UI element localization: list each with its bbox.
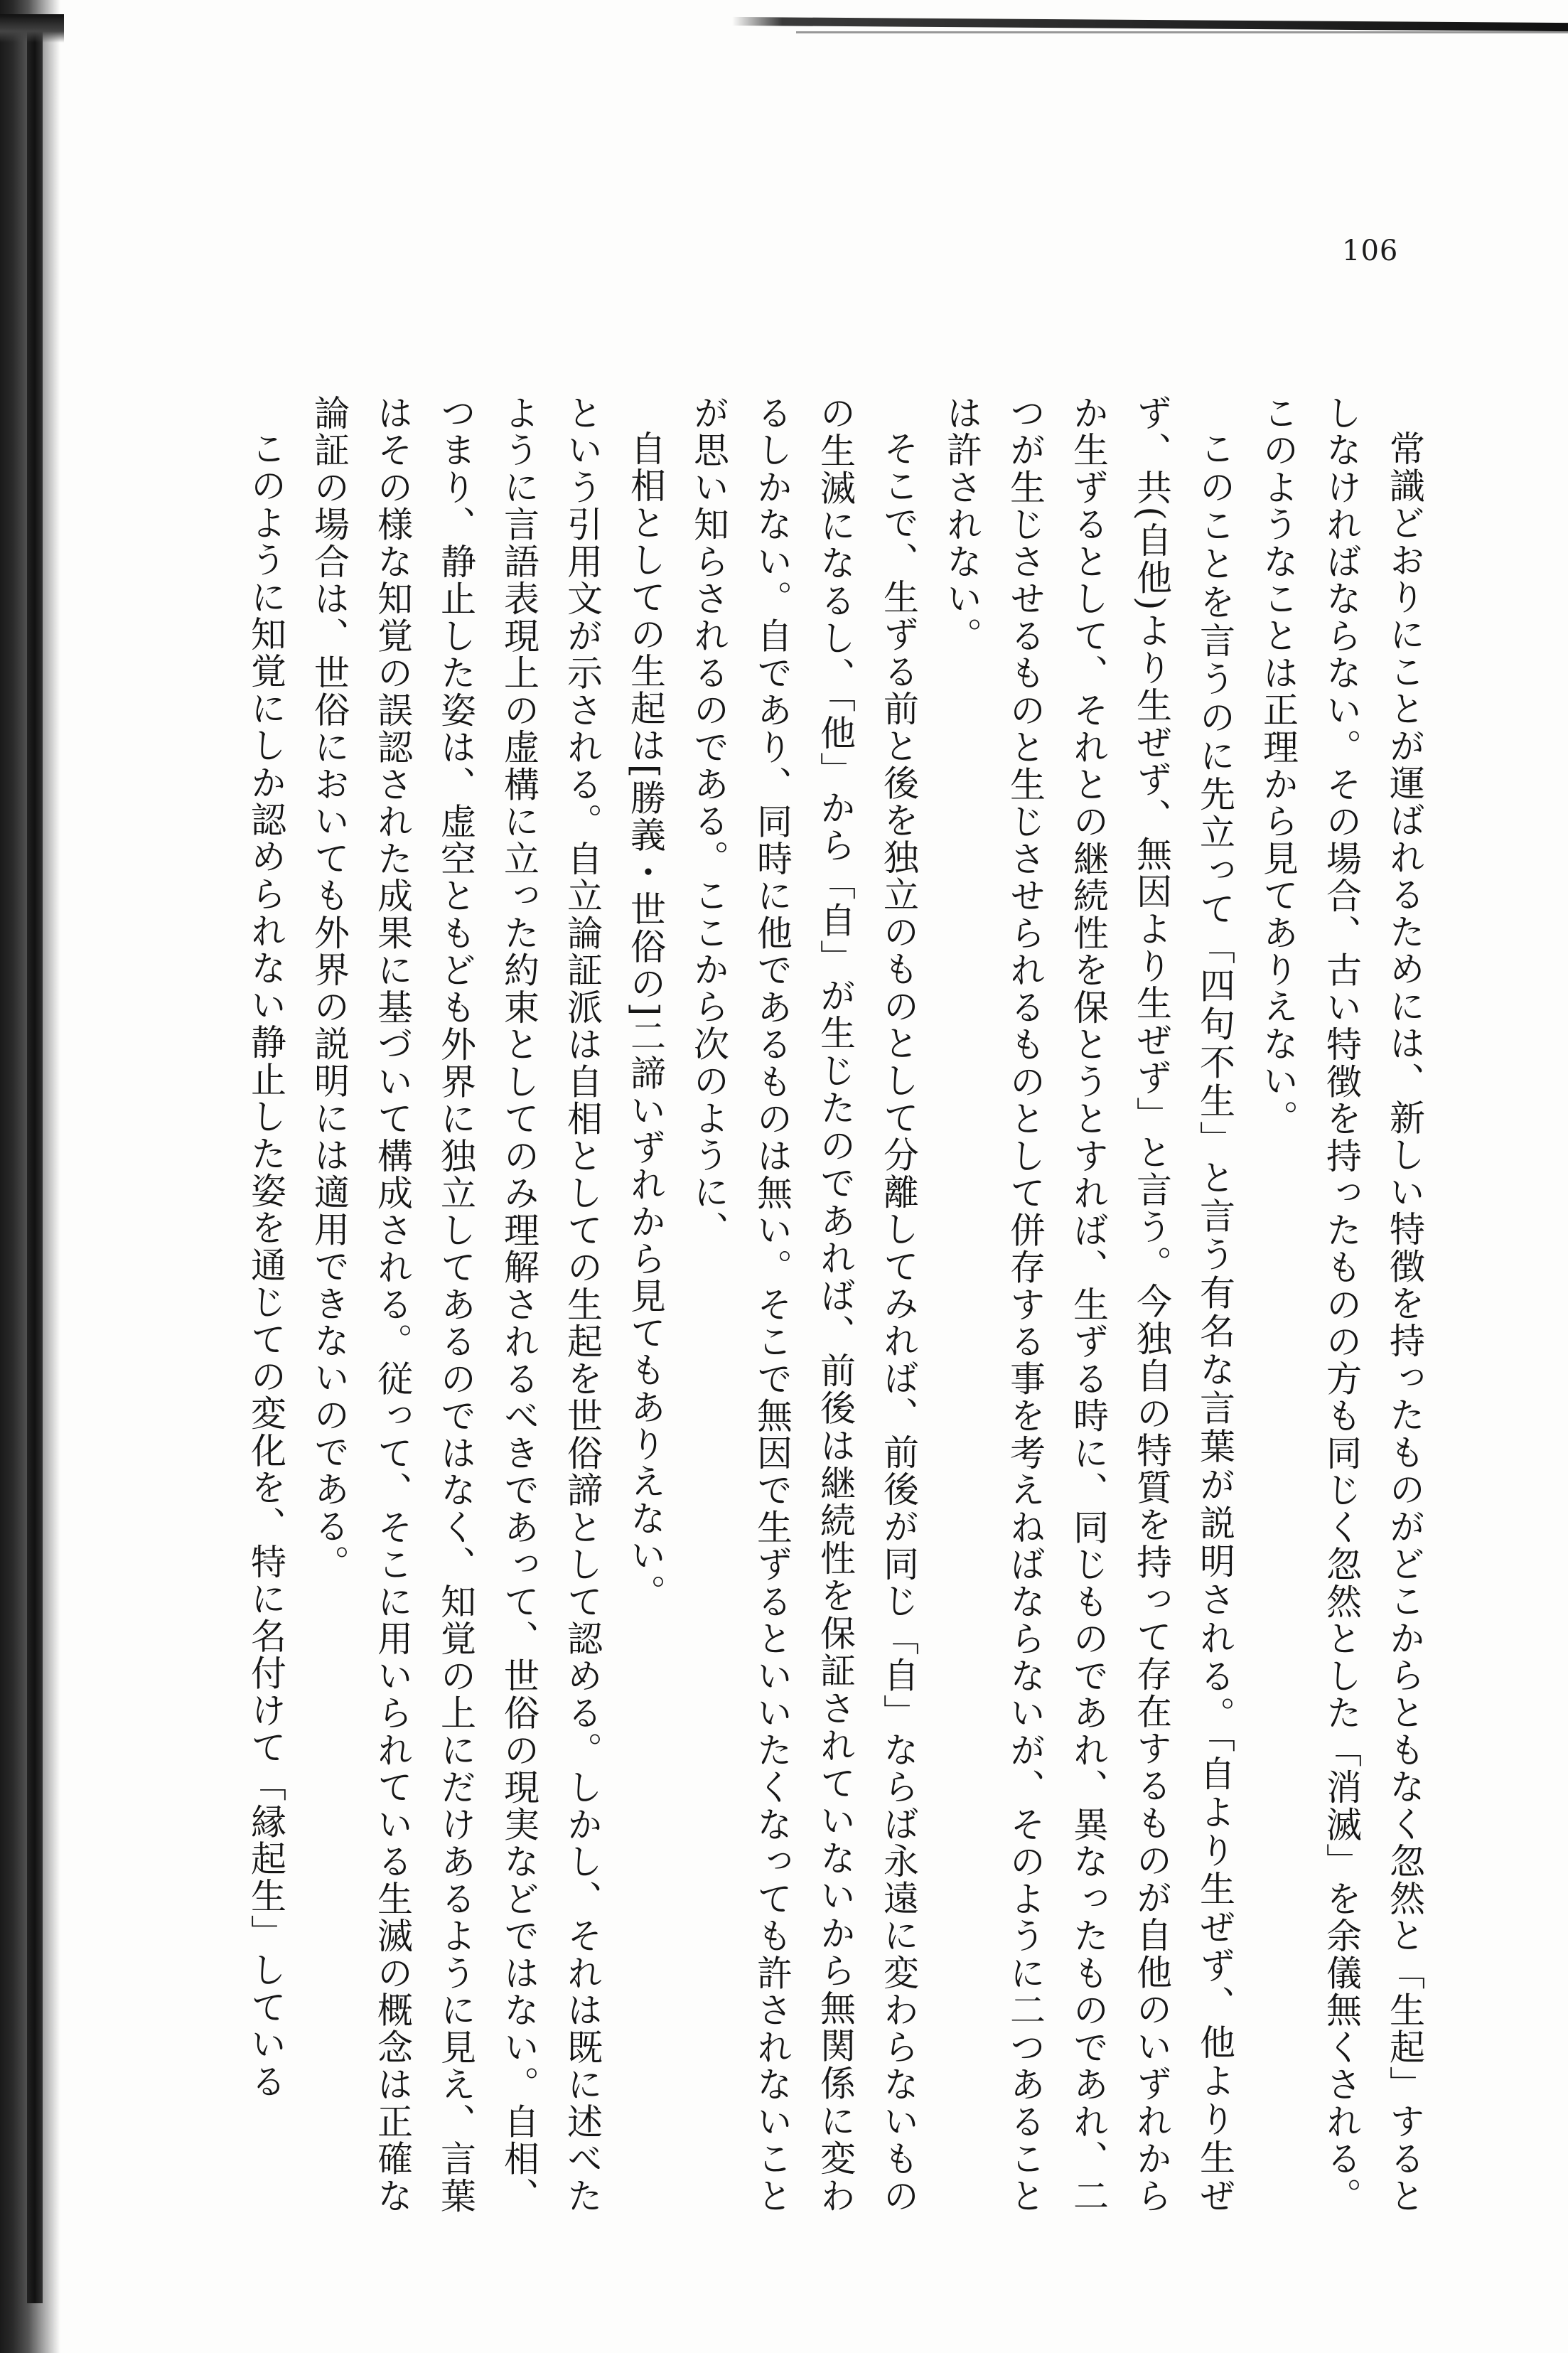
paragraph: という引用文が示される。自立論証派は自相としての生起を世俗諦として認める。しかし、それは既に述べたように言語表現上の虚構に立った約束としてのみ理解されるべきであって、世俗の現実などではない。自相、つまり、静止した姿は、虚空ともども外界に独立してあるのではなく、知覚の上にだけあるように見え、言葉はその様な知覚の誤認された成果に基づいて構成される。従って、そこに用いられている生滅の概念は正確な論証の場合は、世俗においても外界の説明には適用できないのである。 <box>308 395 603 2214</box>
binding-cap <box>0 14 64 43</box>
binding-edge <box>27 28 43 2303</box>
paragraph: このように知覚にしか認められない静止した姿を通じての変化を、特に名付けて「縁起生」している <box>245 430 286 2100</box>
page-number: 106 <box>1342 235 1399 267</box>
paragraph: 常識どおりにことが運ばれるためには、新しい特徴を持ったものがどこからともなく忽然と「生起」するとしなければならない。その場合、古い特徴を持ったものの方も同じく忽然とした「消滅」を余儀無くされる。このようなことは正理から見てありえない。 <box>1257 395 1425 2214</box>
scan-top-edge <box>732 17 1568 31</box>
body-text <box>163 395 1436 2214</box>
scan-top-edge-thin <box>796 31 1568 33</box>
paragraph: そこで、生ずる前と後を独立のものとして分離してみれば、前後が同じ「自」ならば永遠に変わらないものの生滅になるし、「他」から「自」が生じたのであれば、前後は継続性を保証されていないから無関係に変わるしかない。自であり、同時に他であるものは無い。そこで無因で生ずるといいたくなっても許されないことが思い知らされるのである。ここから次のように、 <box>688 395 919 2214</box>
paragraph: このことを言うのに先立って「四句不生」と言う有名な言葉が説明される。「自より生ぜず、他より生ぜず、共(自他)より生ぜず、無因より生ぜず」と言う。今独自の特質を持って存在するものが自他のいずれからか生ずるとして、それとの継続性を保とうとすれば、生ずる時に、同じものであれ、異なったものであれ、二つが生じさせるものと生じさせられるものとして併存する事を考えねばならないが、そのように二つあることは許されない。 <box>941 395 1235 2214</box>
paragraph-quote: 自相としての生起は[勝義・世俗の]二諦いずれから見てもありえない。 <box>625 430 666 1612</box>
